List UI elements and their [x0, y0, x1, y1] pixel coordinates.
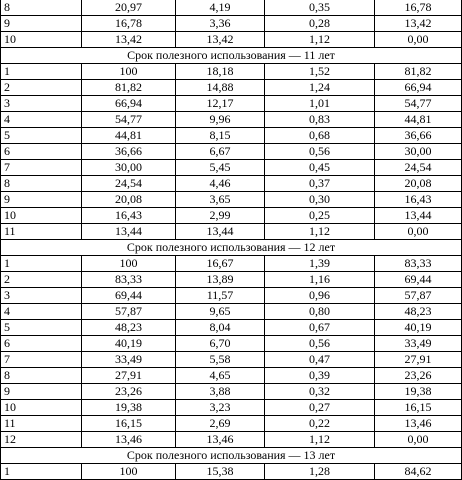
value-cell: 69,44 — [375, 272, 462, 288]
value-cell: 1,39 — [265, 256, 375, 272]
year-cell: 1 — [1, 464, 82, 480]
value-cell: 30,00 — [82, 160, 176, 176]
value-cell: 4,65 — [176, 368, 265, 384]
value-cell: 1,16 — [265, 272, 375, 288]
table-row — [1, 64, 462, 80]
value-cell: 66,94 — [375, 80, 462, 96]
value-cell: 0,80 — [265, 304, 375, 320]
value-cell: 0,00 — [375, 432, 462, 448]
value-cell: 0,47 — [265, 352, 375, 368]
year-cell: 8 — [1, 176, 82, 192]
year-cell: 2 — [1, 80, 82, 96]
value-cell: 16,67 — [176, 256, 265, 272]
value-cell: 0,83 — [265, 112, 375, 128]
year-cell: 1 — [1, 256, 82, 272]
year-cell: 11 — [1, 416, 82, 432]
value-cell: 3,36 — [176, 16, 265, 32]
value-cell: 0,25 — [265, 208, 375, 224]
value-cell: 36,66 — [82, 144, 176, 160]
value-cell: 0,22 — [265, 416, 375, 432]
value-cell: 6,67 — [176, 144, 265, 160]
year-cell: 4 — [1, 304, 82, 320]
value-cell: 27,91 — [82, 368, 176, 384]
table-row — [1, 304, 462, 320]
year-cell: 1 — [1, 64, 82, 80]
value-cell: 9,65 — [176, 304, 265, 320]
value-cell: 24,54 — [375, 160, 462, 176]
year-cell: 11 — [1, 224, 82, 240]
value-cell: 4,46 — [176, 176, 265, 192]
value-cell: 100 — [82, 256, 176, 272]
value-cell: 9,96 — [176, 112, 265, 128]
value-cell: 0,30 — [265, 192, 375, 208]
depreciation-table-body — [1, 0, 462, 480]
value-cell: 20,08 — [82, 192, 176, 208]
year-cell: 12 — [1, 432, 82, 448]
value-cell: 5,45 — [176, 160, 265, 176]
value-cell: 0,32 — [265, 384, 375, 400]
value-cell: 81,82 — [82, 80, 176, 96]
value-cell: 3,65 — [176, 192, 265, 208]
value-cell: 44,81 — [375, 112, 462, 128]
year-cell: 9 — [1, 384, 82, 400]
value-cell: 16,15 — [82, 416, 176, 432]
table-row — [1, 352, 462, 368]
year-cell: 5 — [1, 320, 82, 336]
value-cell: 16,43 — [82, 208, 176, 224]
value-cell: 0,28 — [265, 16, 375, 32]
value-cell: 66,94 — [82, 96, 176, 112]
table-row — [1, 288, 462, 304]
value-cell: 13,42 — [176, 32, 265, 48]
section-heading: Срок полезного использования — 12 лет — [1, 240, 462, 256]
value-cell: 2,99 — [176, 208, 265, 224]
value-cell: 2,69 — [176, 416, 265, 432]
value-cell: 3,23 — [176, 400, 265, 416]
value-cell: 14,88 — [176, 80, 265, 96]
value-cell: 16,43 — [375, 192, 462, 208]
value-cell: 1,52 — [265, 64, 375, 80]
table-row — [1, 224, 462, 240]
table-row — [1, 192, 462, 208]
value-cell: 13,42 — [375, 16, 462, 32]
table-row — [1, 464, 462, 480]
table-row — [1, 160, 462, 176]
year-cell: 6 — [1, 144, 82, 160]
value-cell: 69,44 — [82, 288, 176, 304]
table-row — [1, 272, 462, 288]
value-cell: 13,44 — [82, 224, 176, 240]
section-heading: Срок полезного использования — 13 лет — [1, 448, 462, 464]
table-row — [1, 32, 462, 48]
table-row — [1, 320, 462, 336]
value-cell: 1,12 — [265, 432, 375, 448]
value-cell: 18,18 — [176, 64, 265, 80]
table-row — [1, 256, 462, 272]
value-cell: 44,81 — [82, 128, 176, 144]
section-heading: Срок полезного использования — 11 лет — [1, 48, 462, 64]
value-cell: 16,15 — [375, 400, 462, 416]
table-row — [1, 112, 462, 128]
value-cell: 12,17 — [176, 96, 265, 112]
table-row — [1, 368, 462, 384]
value-cell: 100 — [82, 64, 176, 80]
section-heading-row — [1, 240, 462, 256]
value-cell: 30,00 — [375, 144, 462, 160]
value-cell: 0,96 — [265, 288, 375, 304]
year-cell: 10 — [1, 32, 82, 48]
value-cell: 48,23 — [375, 304, 462, 320]
section-heading-row — [1, 48, 462, 64]
table-row — [1, 384, 462, 400]
value-cell: 36,66 — [375, 128, 462, 144]
value-cell: 13,89 — [176, 272, 265, 288]
year-cell: 4 — [1, 112, 82, 128]
year-cell: 10 — [1, 400, 82, 416]
value-cell: 15,38 — [176, 464, 265, 480]
value-cell: 13,42 — [82, 32, 176, 48]
value-cell: 0,35 — [265, 0, 375, 16]
value-cell: 23,26 — [375, 368, 462, 384]
table-row — [1, 128, 462, 144]
table-row — [1, 208, 462, 224]
year-cell: 3 — [1, 96, 82, 112]
year-cell: 8 — [1, 368, 82, 384]
value-cell: 19,38 — [375, 384, 462, 400]
value-cell: 33,49 — [375, 336, 462, 352]
year-cell: 9 — [1, 192, 82, 208]
value-cell: 0,68 — [265, 128, 375, 144]
value-cell: 0,56 — [265, 336, 375, 352]
year-cell: 9 — [1, 16, 82, 32]
value-cell: 81,82 — [375, 64, 462, 80]
value-cell: 1,01 — [265, 96, 375, 112]
value-cell: 0,00 — [375, 224, 462, 240]
table-row — [1, 144, 462, 160]
table-row — [1, 96, 462, 112]
table-row — [1, 400, 462, 416]
value-cell: 4,19 — [176, 0, 265, 16]
value-cell: 13,44 — [375, 208, 462, 224]
table-row — [1, 432, 462, 448]
value-cell: 54,77 — [375, 96, 462, 112]
value-cell: 0,00 — [375, 32, 462, 48]
value-cell: 100 — [82, 464, 176, 480]
value-cell: 8,15 — [176, 128, 265, 144]
value-cell: 33,49 — [82, 352, 176, 368]
value-cell: 16,78 — [82, 16, 176, 32]
value-cell: 1,12 — [265, 224, 375, 240]
year-cell: 7 — [1, 160, 82, 176]
value-cell: 1,24 — [265, 80, 375, 96]
value-cell: 27,91 — [375, 352, 462, 368]
table-row — [1, 176, 462, 192]
year-cell: 7 — [1, 352, 82, 368]
value-cell: 57,87 — [82, 304, 176, 320]
value-cell: 83,33 — [82, 272, 176, 288]
value-cell: 13,46 — [82, 432, 176, 448]
year-cell: 3 — [1, 288, 82, 304]
value-cell: 83,33 — [375, 256, 462, 272]
value-cell: 0,27 — [265, 400, 375, 416]
year-cell: 5 — [1, 128, 82, 144]
value-cell: 16,78 — [375, 0, 462, 16]
value-cell: 5,58 — [176, 352, 265, 368]
value-cell: 19,38 — [82, 400, 176, 416]
value-cell: 0,67 — [265, 320, 375, 336]
value-cell: 6,70 — [176, 336, 265, 352]
value-cell: 84,62 — [375, 464, 462, 480]
value-cell: 1,28 — [265, 464, 375, 480]
value-cell: 24,54 — [82, 176, 176, 192]
value-cell: 0,56 — [265, 144, 375, 160]
value-cell: 0,39 — [265, 368, 375, 384]
value-cell: 40,19 — [82, 336, 176, 352]
value-cell: 0,45 — [265, 160, 375, 176]
value-cell: 1,12 — [265, 32, 375, 48]
value-cell: 13,46 — [176, 432, 265, 448]
table-row — [1, 336, 462, 352]
table-row — [1, 0, 462, 16]
year-cell: 8 — [1, 0, 82, 16]
value-cell: 23,26 — [82, 384, 176, 400]
value-cell: 48,23 — [82, 320, 176, 336]
value-cell: 20,08 — [375, 176, 462, 192]
value-cell: 13,44 — [176, 224, 265, 240]
year-cell: 6 — [1, 336, 82, 352]
year-cell: 10 — [1, 208, 82, 224]
value-cell: 57,87 — [375, 288, 462, 304]
value-cell: 3,88 — [176, 384, 265, 400]
value-cell: 11,57 — [176, 288, 265, 304]
value-cell: 13,46 — [375, 416, 462, 432]
table-row — [1, 80, 462, 96]
year-cell: 2 — [1, 272, 82, 288]
value-cell: 8,04 — [176, 320, 265, 336]
value-cell: 20,97 — [82, 0, 176, 16]
value-cell: 0,37 — [265, 176, 375, 192]
value-cell: 40,19 — [375, 320, 462, 336]
table-row — [1, 416, 462, 432]
value-cell: 54,77 — [82, 112, 176, 128]
table-row — [1, 16, 462, 32]
